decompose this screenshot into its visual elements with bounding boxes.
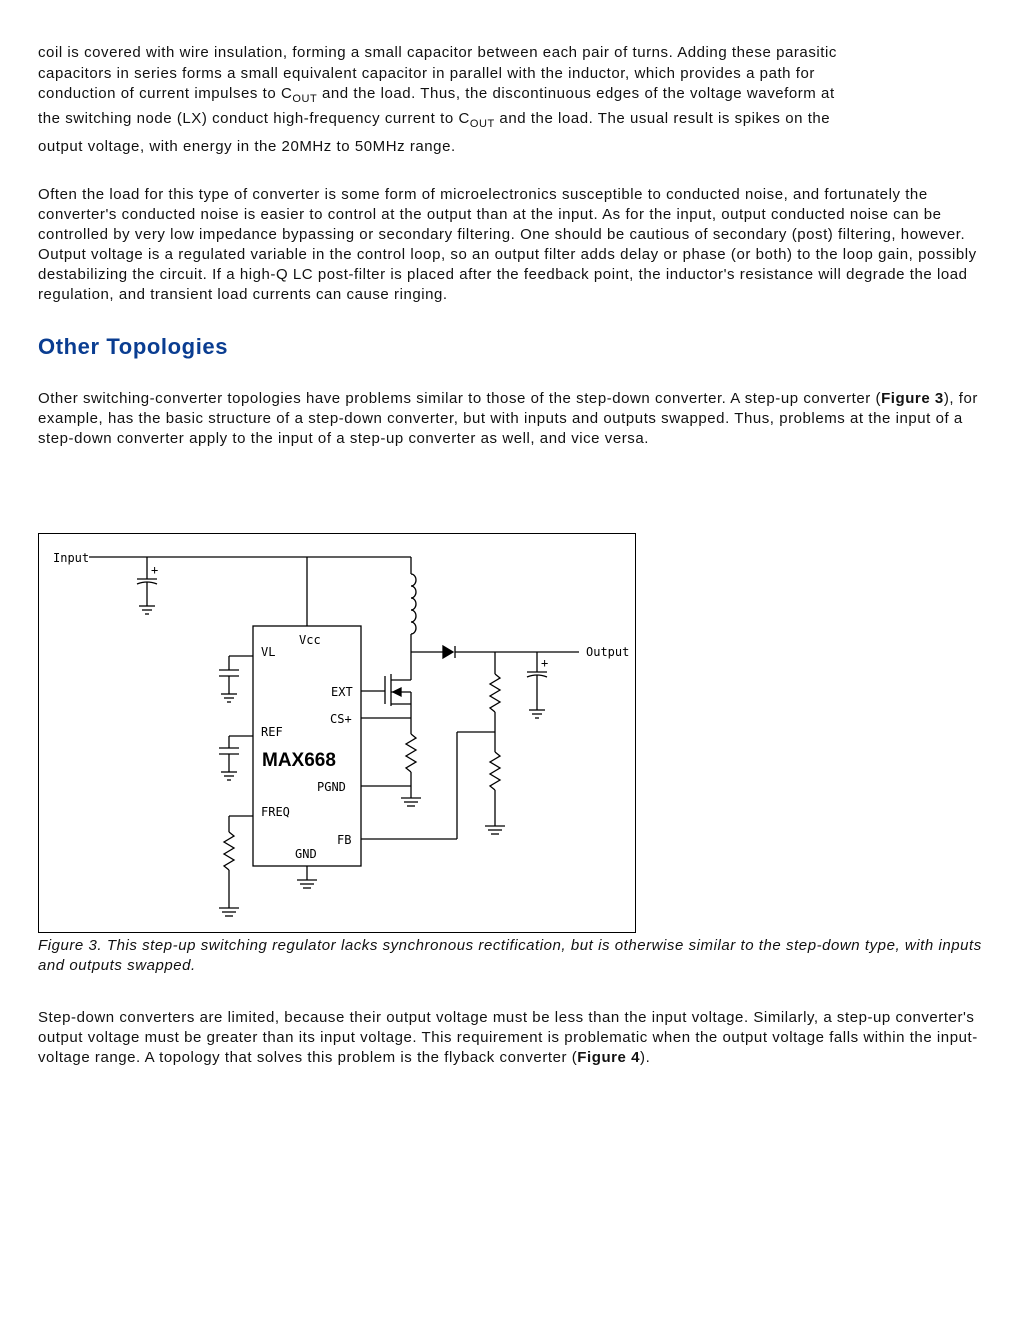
p1-line1: coil is covered with wire insulation, forming a small capacitor between each pair of turns. Adding these parasitic xyxy=(38,44,837,61)
label-output: Output xyxy=(586,645,630,659)
section-heading: Other Topologies xyxy=(38,333,229,359)
pin-fb: FB xyxy=(337,833,352,847)
paragraph-step-limits: Step-down converters are limited, because their output voltage must be less than the input voltage. Similarly, a step-up converter's output voltage must be greater than its input voltage. This requirement is problematic when the output voltage falls within the input-voltage range. A topology that solves this problem is the flyback converter (Figure 4). xyxy=(38,1009,978,1066)
schematic-diagram xyxy=(39,534,637,934)
pin-pgnd: PGND xyxy=(317,780,346,794)
figure-3-link[interactable]: Figure 3 xyxy=(881,389,944,407)
label-plus-input-cap: + xyxy=(151,563,159,577)
figure-caption: Figure 3. This step-up switching regulator lacks synchronous rectification, but is otherwise similar to the step-down type, with inputs and outputs swapped. xyxy=(38,937,982,974)
figure-4-link[interactable]: Figure 4 xyxy=(577,1049,641,1066)
label-input: Input xyxy=(53,551,90,565)
figure-3-schematic xyxy=(38,533,636,933)
pin-freq: FREQ xyxy=(261,805,290,819)
pin-cs: CS+ xyxy=(330,712,352,726)
paragraph-output-noise: Often the load for this type of converter is some form of microelectronics susceptible to conducted noise, and fortunately the converter's conducted noise is easier to control at the output than at the input. As for the input, output conducted noise can be controlled by very low impedance bypassing or secondary filtering. One should be cautious of secondary (post) filtering, however. Output voltage is a regulated variable in the control loop, so an output filter adds delay or phase (or both) to the loop gain, possibly destabilizing the circuit. If a high-Q LC post-filter is placed after the feedback point, the inductor's resistance will degrade the load regulation, and transient load currents can cause ringing. xyxy=(38,185,977,303)
pin-vcc: Vcc xyxy=(299,633,321,647)
p1-line5: output voltage, with energy in the 20MHz to 50MHz range. xyxy=(38,137,456,155)
p1-line3: conduction of current impulses to $C_{OUT}$ and the load. Thus, the discontinuous edges of the voltage waveform at xyxy=(38,85,835,105)
paragraph-other-topologies: Other switching-converter topologies have problems similar to those of the step-down converter. A step-up converter (Figure 3), for example, has the basic structure of a step-down converter, but with inputs and outputs swapped. Thus, problems at the input of a step-down converter apply to the input of a step-up converter as well, and vice versa. xyxy=(38,389,978,447)
pin-ext: EXT xyxy=(331,685,353,699)
label-plus-output-cap: + xyxy=(541,656,549,670)
pin-ref: REF xyxy=(261,725,283,739)
p1-line4: the switching node (LX) conduct high-frequency current to $C_{OUT}$ and the load. The usual result is spikes on the xyxy=(38,109,831,130)
document-page xyxy=(38,43,993,1066)
paragraph-parasitic-capacitance xyxy=(38,43,993,161)
pin-vl: VL xyxy=(261,645,276,659)
chip-name: MAX668 xyxy=(262,750,336,771)
pin-gnd: GND xyxy=(295,847,317,861)
p1-line2: capacitors in series forms a small equivalent capacitor in parallel with the inductor, which provides a path for xyxy=(38,64,815,82)
